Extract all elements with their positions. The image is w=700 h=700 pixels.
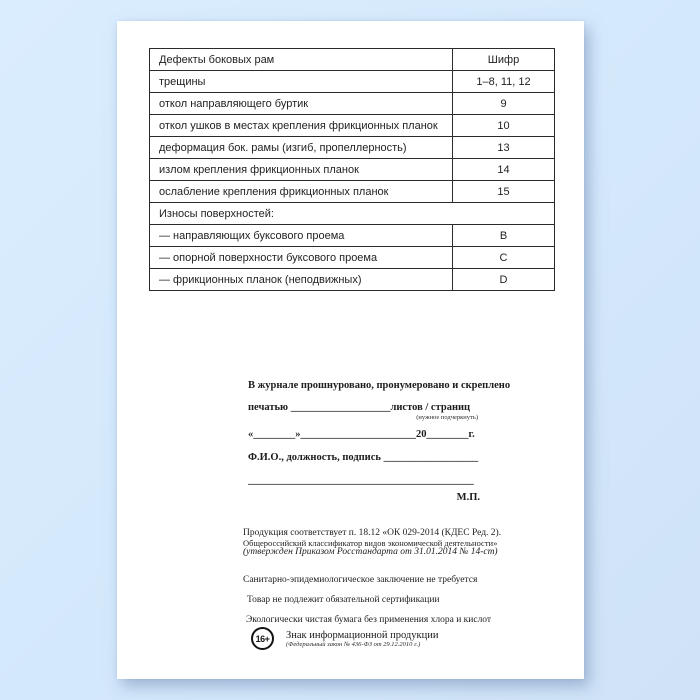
stamp-place-label: М.П. [456, 492, 480, 503]
classifier-line: Общероссийский классификатор видов экономической деятельности» [243, 537, 498, 548]
table-row [150, 115, 555, 137]
table-row [150, 247, 555, 269]
table-row [150, 159, 555, 181]
underline-note: (нужное подчеркнуть) [416, 414, 478, 421]
sanitary-line: Санитарно-эпидемиологическое заключение не требуется [243, 574, 478, 585]
certification-line: Товар не подлежит обязательной сертификации [247, 594, 440, 605]
eco-paper-line: Экологически чистая бумага без применения хлора и кислот [246, 614, 492, 625]
age-16-badge-icon: 16+ [251, 627, 274, 650]
table-row [150, 137, 555, 159]
defect-cell: излом крепления фрикционных планок [150, 159, 453, 181]
defect-cell: деформация бок. рамы (изгиб, пропеллерность) [150, 137, 453, 159]
defect-cell: трещины [150, 71, 453, 93]
code-cell: 1–8, 11, 12 [453, 71, 555, 93]
journal-blank-line: ___________________________________________ [248, 475, 474, 486]
document-page [117, 21, 584, 679]
defect-cell: — опорной поверхности буксового проема [150, 247, 453, 269]
code-cell: C [453, 247, 555, 269]
defects-table [149, 48, 555, 291]
journal-date-line: «________»______________________20________г. [248, 429, 475, 440]
certification-block [243, 528, 502, 627]
code-cell: 14 [453, 159, 555, 181]
table-row [150, 93, 555, 115]
age-mark-text [286, 630, 438, 649]
approval-order-line: (утвержден Приказом Росстандарта от 31.01.2014 № 14-ст) [243, 547, 498, 557]
table-row [150, 225, 555, 247]
table-header-code: Шифр [453, 49, 555, 71]
product-conformity-line: Продукция соответствует п. 18.12 «ОК 029-2014 (КДЕС Ред. 2). [243, 528, 502, 538]
table-row [150, 269, 555, 291]
journal-signature-line: Ф.И.О., должность, подпись __________________ [248, 452, 479, 463]
journal-line-2-suffix: листов / страниц [390, 402, 471, 413]
age-mark-title: Знак информационной продукции [286, 630, 439, 641]
table-row-section [150, 203, 555, 225]
defect-cell: — направляющих буксового проема [150, 225, 453, 247]
code-cell: 15 [453, 181, 555, 203]
journal-line-1: В журнале прошнуровано, пронумеровано и скреплено [248, 380, 511, 391]
age-mark-law-note: (Федеральный закон № 436-ФЗ от 29.12.2010 г.) [286, 641, 421, 648]
code-cell: B [453, 225, 555, 247]
defect-cell: откол ушков в местах крепления фрикционных планок [150, 115, 453, 137]
defect-cell: — фрикционных планок (неподвижных) [150, 269, 453, 291]
journal-stitching-block [248, 379, 511, 504]
code-cell: 9 [453, 93, 555, 115]
table-header-defect: Дефекты боковых рам [150, 49, 453, 71]
table-row [150, 181, 555, 203]
code-cell: 13 [453, 137, 555, 159]
code-cell: 10 [453, 115, 555, 137]
section-cell: Износы поверхностей: [150, 203, 555, 225]
journal-line-2 [248, 401, 482, 414]
defect-cell: откол направляющего буртик [150, 93, 453, 115]
journal-line-2-prefix: печатью [248, 402, 291, 413]
defect-cell: ослабление крепления фрикционных планок [150, 181, 453, 203]
code-cell: D [453, 269, 555, 291]
table-row [150, 71, 555, 93]
table-header-row [150, 49, 555, 71]
age-mark-block [251, 627, 438, 650]
fill-in-line: ___________________ [290, 402, 391, 413]
